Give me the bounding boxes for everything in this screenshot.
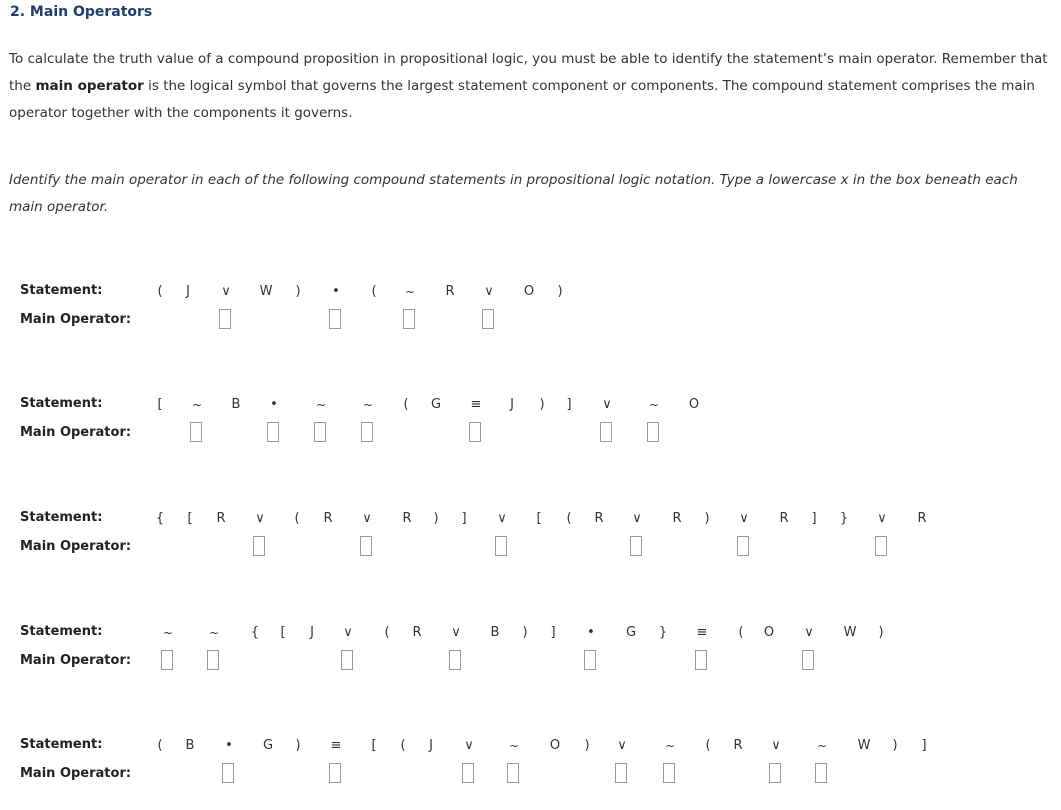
statement-symbol: ∨ <box>343 625 353 640</box>
statement-symbol: ( <box>294 511 300 526</box>
main-operator-label: Main Operator: <box>20 425 132 440</box>
answer-box[interactable] <box>495 536 507 556</box>
statement-symbol: ~ <box>404 285 416 299</box>
statement-symbol: • <box>270 397 278 412</box>
statement-symbol: ~ <box>315 398 327 412</box>
statement-symbol: G <box>625 625 637 640</box>
statement-symbol: ) <box>704 511 710 526</box>
statement-symbol: ∨ <box>771 738 781 753</box>
answer-box[interactable] <box>207 650 219 670</box>
statement-symbol: ∨ <box>632 511 642 526</box>
statement-symbol: ( <box>371 284 377 299</box>
statement-symbol: R <box>733 738 743 753</box>
statement-symbol: R <box>402 511 412 526</box>
statement-symbol: W <box>843 625 857 640</box>
statement-symbol: R <box>672 511 682 526</box>
statement-label: Statement: <box>20 624 103 639</box>
statement-symbol: ) <box>295 284 301 299</box>
answer-box[interactable] <box>469 422 481 442</box>
answer-box[interactable] <box>462 763 474 783</box>
statement-symbol: ~ <box>362 398 374 412</box>
statement-symbol: ) <box>295 738 301 753</box>
statement-symbol: G <box>262 738 274 753</box>
statement-symbol: R <box>445 284 455 299</box>
main-operator-label: Main Operator: <box>20 653 132 668</box>
statement-symbol: ( <box>384 625 390 640</box>
answer-box[interactable] <box>222 763 234 783</box>
statement-symbol: B <box>490 625 500 640</box>
answer-box[interactable] <box>647 422 659 442</box>
statement-symbol: ) <box>433 511 439 526</box>
statement-symbol: [ <box>536 511 542 526</box>
statement-symbol: R <box>323 511 333 526</box>
answer-box[interactable] <box>253 536 265 556</box>
statement-symbol: O <box>523 284 535 299</box>
statement-symbol: { <box>155 511 165 526</box>
answer-box[interactable] <box>875 536 887 556</box>
statement-symbol: J <box>429 738 433 753</box>
statement-symbol: ∨ <box>804 625 814 640</box>
statement-label: Statement: <box>20 396 103 411</box>
statement-symbol: ( <box>738 625 744 640</box>
section-title: 2. Main Operators <box>10 4 153 20</box>
answer-box[interactable] <box>190 422 202 442</box>
statement-symbol: ≡ <box>470 397 482 412</box>
statement-symbol: R <box>412 625 422 640</box>
statement-symbol: ∨ <box>464 738 474 753</box>
answer-box[interactable] <box>449 650 461 670</box>
statement-symbol: ] <box>461 511 467 526</box>
answer-box[interactable] <box>360 536 372 556</box>
statement-symbol: ] <box>566 397 572 412</box>
answer-box[interactable] <box>361 422 373 442</box>
statement-symbol: ~ <box>162 626 174 640</box>
statement-label: Statement: <box>20 737 103 752</box>
answer-box[interactable] <box>161 650 173 670</box>
main-operator-label: Main Operator: <box>20 766 132 781</box>
statement-symbol: ∨ <box>602 397 612 412</box>
statement-symbol: ∨ <box>362 511 372 526</box>
statement-symbol: ( <box>400 738 406 753</box>
intro-paragraph: To calculate the truth value of a compound proposition in propositional logic, you must be able to identify the statement’s main operator. Remember that the main operator is the logical symbol that governs the largest statement component or components. The compound statement comprises the main operator together with the components it governs. <box>9 51 1048 121</box>
statement-symbol: { <box>250 625 260 640</box>
statement-symbol: ) <box>892 738 898 753</box>
statement-symbol: • <box>225 738 233 753</box>
statement-symbol: ∨ <box>617 738 627 753</box>
main-operator-term: main operator <box>35 78 144 94</box>
statement-symbol: ∨ <box>451 625 461 640</box>
statement-symbol: R <box>216 511 226 526</box>
statement-symbol: ] <box>921 738 927 753</box>
main-operator-label: Main Operator: <box>20 539 132 554</box>
statement-symbol: O <box>549 738 561 753</box>
statement-symbol: ~ <box>816 739 828 753</box>
statement-symbol: • <box>587 625 595 640</box>
statement-symbol: } <box>839 511 849 526</box>
statement-symbol: ~ <box>191 398 203 412</box>
answer-box[interactable] <box>507 763 519 783</box>
statement-symbol: B <box>185 738 195 753</box>
statement-symbol: J <box>186 284 190 299</box>
statement-symbol: ~ <box>508 739 520 753</box>
answer-box[interactable] <box>737 536 749 556</box>
statement-symbol: ~ <box>208 626 220 640</box>
answer-box[interactable] <box>802 650 814 670</box>
answer-box[interactable] <box>482 309 494 329</box>
statement-symbol: [ <box>280 625 286 640</box>
statement-symbol: ( <box>157 738 163 753</box>
answer-box[interactable] <box>267 422 279 442</box>
statement-symbol: ) <box>539 397 545 412</box>
statement-symbol: ∨ <box>497 511 507 526</box>
answer-box[interactable] <box>630 536 642 556</box>
statement-symbol: R <box>594 511 604 526</box>
statement-label: Statement: <box>20 510 103 525</box>
statement-symbol: G <box>430 397 442 412</box>
statement-symbol: ) <box>878 625 884 640</box>
main-operator-label: Main Operator: <box>20 312 132 327</box>
statement-symbol: } <box>658 625 668 640</box>
statement-symbol: • <box>332 284 340 299</box>
answer-box[interactable] <box>329 763 341 783</box>
statement-symbol: ) <box>522 625 528 640</box>
answer-box[interactable] <box>695 650 707 670</box>
statement-symbol: ∨ <box>255 511 265 526</box>
answer-box[interactable] <box>329 309 341 329</box>
statement-symbol: ] <box>811 511 817 526</box>
statement-symbol: ∨ <box>877 511 887 526</box>
statement-symbol: ) <box>557 284 563 299</box>
statement-label: Statement: <box>20 283 103 298</box>
statement-symbol: ≡ <box>696 625 708 640</box>
answer-box[interactable] <box>815 763 827 783</box>
statement-symbol: [ <box>157 397 163 412</box>
instructions: Identify the main operator in each of the following compound statements in propositional logic notation. Type a lowercase x in the box beneath each main operator. <box>9 172 1018 215</box>
statement-symbol: J <box>310 625 314 640</box>
answer-box[interactable] <box>663 763 675 783</box>
answer-box[interactable] <box>219 309 231 329</box>
statement-symbol: ] <box>550 625 556 640</box>
statement-symbol: ~ <box>664 739 676 753</box>
statement-symbol: R <box>779 511 789 526</box>
statement-symbol: B <box>231 397 241 412</box>
answer-box[interactable] <box>615 763 627 783</box>
statement-symbol: J <box>510 397 514 412</box>
answer-box[interactable] <box>769 763 781 783</box>
answer-box[interactable] <box>403 309 415 329</box>
statement-symbol: [ <box>371 738 377 753</box>
statement-symbol: R <box>917 511 927 526</box>
statement-symbol: ~ <box>648 398 660 412</box>
answer-box[interactable] <box>584 650 596 670</box>
statement-symbol: [ <box>187 511 193 526</box>
statement-symbol: W <box>857 738 871 753</box>
statement-symbol: ∨ <box>484 284 494 299</box>
answer-box[interactable] <box>600 422 612 442</box>
answer-box[interactable] <box>314 422 326 442</box>
statement-symbol: ≡ <box>330 738 342 753</box>
statement-symbol: ( <box>705 738 711 753</box>
statement-symbol: ) <box>584 738 590 753</box>
statement-symbol: W <box>259 284 273 299</box>
statement-symbol: O <box>688 397 700 412</box>
statement-symbol: ∨ <box>221 284 231 299</box>
statement-symbol: O <box>763 625 775 640</box>
statement-symbol: ( <box>157 284 163 299</box>
statement-symbol: ∨ <box>739 511 749 526</box>
statement-symbol: ( <box>566 511 572 526</box>
statement-symbol: ( <box>403 397 409 412</box>
answer-box[interactable] <box>341 650 353 670</box>
